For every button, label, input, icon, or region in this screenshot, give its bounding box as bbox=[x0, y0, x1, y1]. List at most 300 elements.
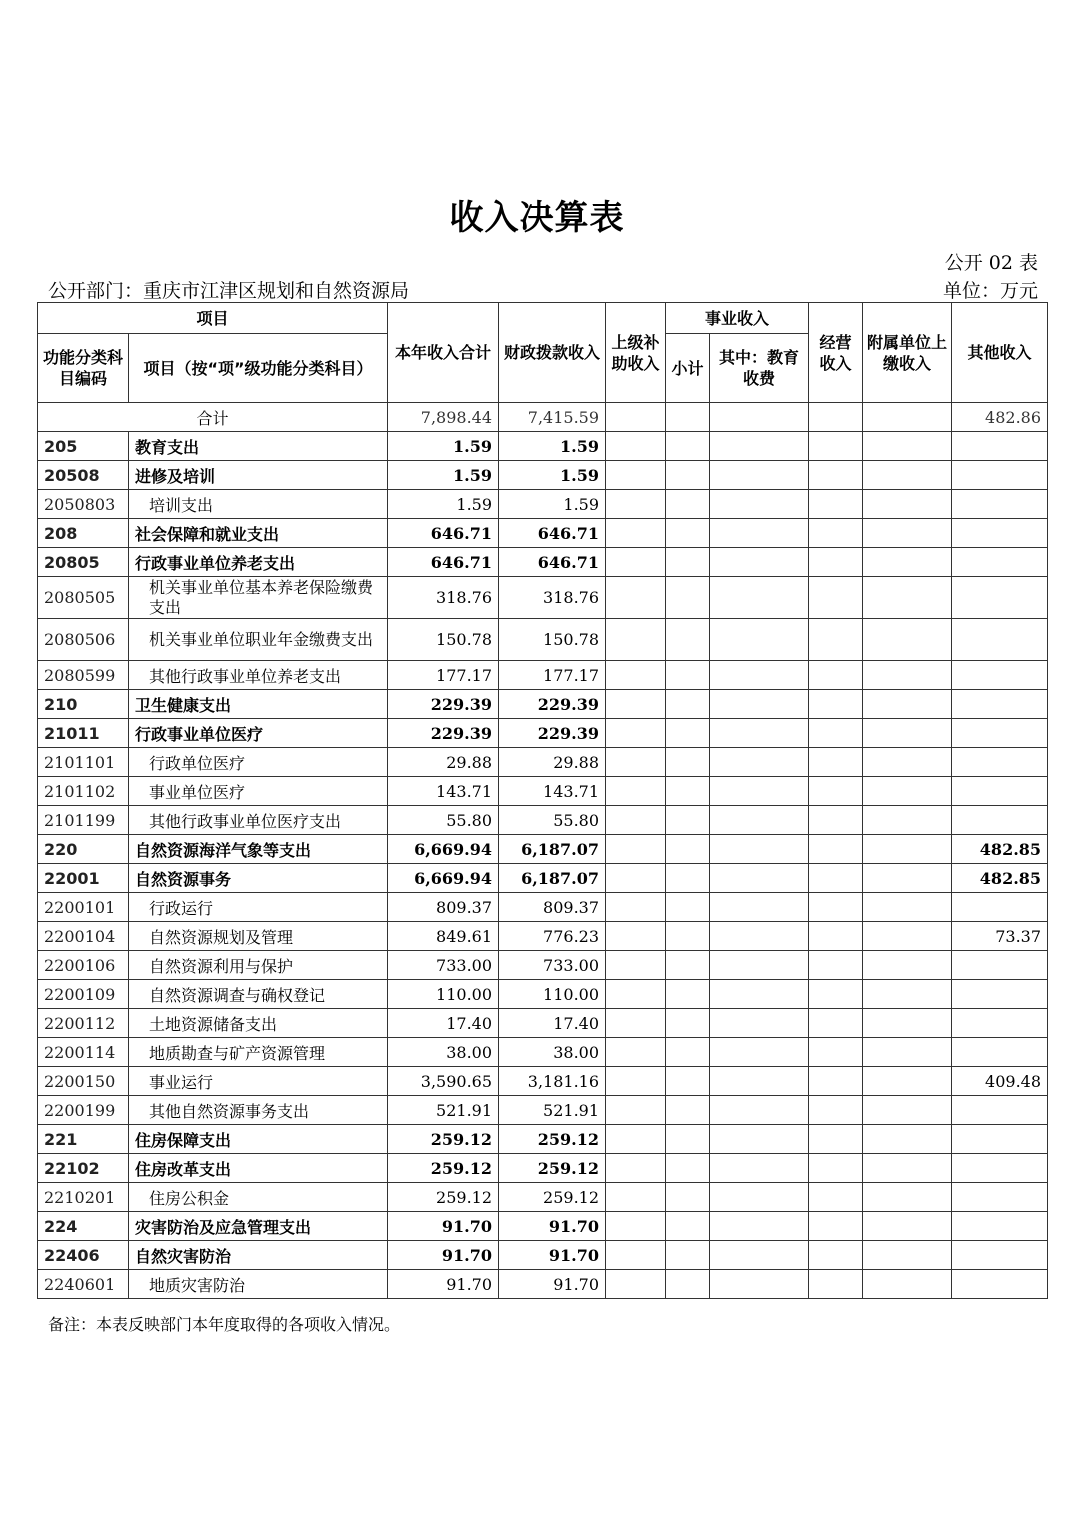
superior-cell bbox=[606, 661, 666, 690]
total-income-cell: 17.40 bbox=[388, 1009, 499, 1038]
table-row bbox=[38, 864, 1048, 893]
business-subtotal-cell bbox=[666, 1125, 710, 1154]
business-edu-cell bbox=[710, 519, 809, 548]
footnote: 备注：本表反映部门本年度取得的各项收入情况。 bbox=[48, 1315, 401, 1334]
item-name-cell: 行政运行 bbox=[129, 893, 388, 922]
other-income-cell bbox=[952, 432, 1048, 461]
business-subtotal-cell bbox=[666, 690, 710, 719]
business-subtotal-cell bbox=[666, 1270, 710, 1299]
other-income-cell: 482.85 bbox=[952, 864, 1048, 893]
table-row bbox=[38, 748, 1048, 777]
business-edu-cell bbox=[710, 1096, 809, 1125]
func-code-cell: 2200104 bbox=[38, 922, 129, 951]
business-subtotal-cell bbox=[666, 1183, 710, 1212]
operating-cell bbox=[809, 619, 863, 661]
operating-cell bbox=[809, 922, 863, 951]
superior-cell bbox=[606, 1212, 666, 1241]
other-income-cell bbox=[952, 1183, 1048, 1212]
func-code-cell: 2200106 bbox=[38, 951, 129, 980]
fiscal-cell: 1.59 bbox=[499, 490, 606, 519]
affiliated-cell bbox=[863, 748, 952, 777]
table-row bbox=[38, 490, 1048, 519]
business-edu-cell bbox=[710, 748, 809, 777]
fiscal-cell: 143.71 bbox=[499, 777, 606, 806]
unit-label: 单位：万元 bbox=[942, 280, 1038, 302]
business-subtotal-cell bbox=[666, 490, 710, 519]
header-item-name: 项目（按“项”级功能分类科目） bbox=[129, 334, 388, 403]
other-income-cell bbox=[952, 1125, 1048, 1154]
total-income-cell: 259.12 bbox=[388, 1154, 499, 1183]
operating-cell bbox=[809, 1096, 863, 1125]
table-row bbox=[38, 1038, 1048, 1067]
func-code-cell: 2101199 bbox=[38, 806, 129, 835]
total-income-cell: 38.00 bbox=[388, 1038, 499, 1067]
func-code-cell: 205 bbox=[38, 432, 129, 461]
table-row bbox=[38, 1096, 1048, 1125]
superior-cell bbox=[606, 1067, 666, 1096]
item-name-cell: 教育支出 bbox=[129, 432, 388, 461]
func-code-cell: 20805 bbox=[38, 548, 129, 577]
superior-cell bbox=[606, 1183, 666, 1212]
item-name-cell: 地质勘查与矿产资源管理 bbox=[129, 1038, 388, 1067]
item-name-cell: 培训支出 bbox=[129, 490, 388, 519]
func-code-cell: 21011 bbox=[38, 719, 129, 748]
business-subtotal-cell bbox=[666, 1067, 710, 1096]
fiscal-cell: 91.70 bbox=[499, 1270, 606, 1299]
other-income-cell bbox=[952, 951, 1048, 980]
total-income-cell: 1.59 bbox=[388, 461, 499, 490]
item-name-cell: 社会保障和就业支出 bbox=[129, 519, 388, 548]
fiscal-cell: 17.40 bbox=[499, 1009, 606, 1038]
header-superior: 上级补助收入 bbox=[606, 303, 666, 403]
func-code-cell: 2080505 bbox=[38, 577, 129, 619]
operating-cell bbox=[809, 690, 863, 719]
affiliated-cell bbox=[863, 432, 952, 461]
fiscal-cell: 91.70 bbox=[499, 1212, 606, 1241]
total-income-cell: 143.71 bbox=[388, 777, 499, 806]
business-edu-cell bbox=[710, 806, 809, 835]
affiliated-cell bbox=[863, 1096, 952, 1125]
superior-cell bbox=[606, 864, 666, 893]
operating-cell bbox=[809, 806, 863, 835]
empty-cell bbox=[606, 403, 666, 432]
table-row bbox=[38, 690, 1048, 719]
superior-cell bbox=[606, 1154, 666, 1183]
superior-cell bbox=[606, 1125, 666, 1154]
empty-cell bbox=[809, 403, 863, 432]
other-income-cell bbox=[952, 690, 1048, 719]
department-label: 公开部门：重庆市江津区规划和自然资源局 bbox=[48, 280, 410, 302]
operating-cell bbox=[809, 777, 863, 806]
other-income-cell bbox=[952, 548, 1048, 577]
table-row bbox=[38, 922, 1048, 951]
operating-cell bbox=[809, 980, 863, 1009]
superior-cell bbox=[606, 1038, 666, 1067]
table-row bbox=[38, 577, 1048, 619]
item-name-cell: 自然资源利用与保护 bbox=[129, 951, 388, 980]
fiscal-cell: 259.12 bbox=[499, 1183, 606, 1212]
fiscal-cell: 229.39 bbox=[499, 719, 606, 748]
superior-cell bbox=[606, 980, 666, 1009]
other-income-cell bbox=[952, 1270, 1048, 1299]
affiliated-cell bbox=[863, 806, 952, 835]
operating-cell bbox=[809, 1241, 863, 1270]
total-income-cell: 1.59 bbox=[388, 432, 499, 461]
other-income-cell bbox=[952, 619, 1048, 661]
item-name-cell: 事业运行 bbox=[129, 1067, 388, 1096]
header-business-subtotal: 小计 bbox=[666, 334, 710, 403]
business-edu-cell bbox=[710, 577, 809, 619]
business-edu-cell bbox=[710, 1038, 809, 1067]
total-income-cell: 646.71 bbox=[388, 548, 499, 577]
operating-cell bbox=[809, 951, 863, 980]
table-row bbox=[38, 1125, 1048, 1154]
operating-cell bbox=[809, 719, 863, 748]
fiscal-cell: 38.00 bbox=[499, 1038, 606, 1067]
operating-cell bbox=[809, 835, 863, 864]
business-subtotal-cell bbox=[666, 777, 710, 806]
total-income-cell: 646.71 bbox=[388, 519, 499, 548]
other-income-cell bbox=[952, 806, 1048, 835]
affiliated-cell bbox=[863, 864, 952, 893]
fiscal-cell: 1.59 bbox=[499, 432, 606, 461]
affiliated-cell bbox=[863, 719, 952, 748]
item-name-cell: 自然灾害防治 bbox=[129, 1241, 388, 1270]
business-subtotal-cell bbox=[666, 922, 710, 951]
affiliated-cell bbox=[863, 1270, 952, 1299]
affiliated-cell bbox=[863, 777, 952, 806]
total-income-cell: 110.00 bbox=[388, 980, 499, 1009]
func-code-cell: 208 bbox=[38, 519, 129, 548]
func-code-cell: 2080506 bbox=[38, 619, 129, 661]
other-income-cell: 73.37 bbox=[952, 922, 1048, 951]
total-income-cell: 259.12 bbox=[388, 1183, 499, 1212]
item-name-cell: 其他自然资源事务支出 bbox=[129, 1096, 388, 1125]
page-title: 收入决算表 bbox=[449, 198, 625, 238]
table-row bbox=[38, 1154, 1048, 1183]
superior-cell bbox=[606, 806, 666, 835]
func-code-cell: 220 bbox=[38, 835, 129, 864]
affiliated-cell bbox=[863, 980, 952, 1009]
total-income-cell: 849.61 bbox=[388, 922, 499, 951]
affiliated-cell bbox=[863, 1241, 952, 1270]
fiscal-cell: 229.39 bbox=[499, 690, 606, 719]
header-operating: 经营收入 bbox=[809, 303, 863, 403]
superior-cell bbox=[606, 1096, 666, 1125]
business-subtotal-cell bbox=[666, 980, 710, 1009]
operating-cell bbox=[809, 1270, 863, 1299]
business-edu-cell bbox=[710, 1241, 809, 1270]
business-subtotal-cell bbox=[666, 548, 710, 577]
total-fiscal-value: 7,415.59 bbox=[499, 403, 606, 432]
fiscal-cell: 646.71 bbox=[499, 548, 606, 577]
business-subtotal-cell bbox=[666, 577, 710, 619]
empty-cell bbox=[666, 403, 710, 432]
business-edu-cell bbox=[710, 461, 809, 490]
fiscal-cell: 1.59 bbox=[499, 461, 606, 490]
business-edu-cell bbox=[710, 432, 809, 461]
table-row bbox=[38, 835, 1048, 864]
business-edu-cell bbox=[710, 1009, 809, 1038]
operating-cell bbox=[809, 1009, 863, 1038]
item-name-cell: 自然资源规划及管理 bbox=[129, 922, 388, 951]
fiscal-cell: 150.78 bbox=[499, 619, 606, 661]
func-code-cell: 2210201 bbox=[38, 1183, 129, 1212]
item-name-cell: 行政单位医疗 bbox=[129, 748, 388, 777]
table-row bbox=[38, 980, 1048, 1009]
affiliated-cell bbox=[863, 1212, 952, 1241]
table-row bbox=[38, 1067, 1048, 1096]
other-income-cell bbox=[952, 461, 1048, 490]
table-row bbox=[38, 519, 1048, 548]
superior-cell bbox=[606, 619, 666, 661]
total-income-cell: 521.91 bbox=[388, 1096, 499, 1125]
func-code-cell: 2200199 bbox=[38, 1096, 129, 1125]
fiscal-cell: 110.00 bbox=[499, 980, 606, 1009]
superior-cell bbox=[606, 519, 666, 548]
total-income-cell: 6,669.94 bbox=[388, 835, 499, 864]
fiscal-cell: 809.37 bbox=[499, 893, 606, 922]
business-subtotal-cell bbox=[666, 1241, 710, 1270]
affiliated-cell bbox=[863, 690, 952, 719]
business-subtotal-cell bbox=[666, 893, 710, 922]
superior-cell bbox=[606, 1241, 666, 1270]
other-income-cell bbox=[952, 1096, 1048, 1125]
affiliated-cell bbox=[863, 577, 952, 619]
item-name-cell: 卫生健康支出 bbox=[129, 690, 388, 719]
superior-cell bbox=[606, 777, 666, 806]
operating-cell bbox=[809, 1125, 863, 1154]
affiliated-cell bbox=[863, 1154, 952, 1183]
item-name-cell: 住房公积金 bbox=[129, 1183, 388, 1212]
total-income-cell: 55.80 bbox=[388, 806, 499, 835]
table-row bbox=[38, 461, 1048, 490]
business-edu-cell bbox=[710, 661, 809, 690]
header-business: 事业收入 bbox=[666, 303, 809, 334]
item-name-cell: 自然资源事务 bbox=[129, 864, 388, 893]
operating-cell bbox=[809, 519, 863, 548]
business-edu-cell bbox=[710, 1183, 809, 1212]
fiscal-cell: 776.23 bbox=[499, 922, 606, 951]
item-name-cell: 灾害防治及应急管理支出 bbox=[129, 1212, 388, 1241]
func-code-cell: 22102 bbox=[38, 1154, 129, 1183]
business-edu-cell bbox=[710, 1067, 809, 1096]
item-name-cell: 其他行政事业单位医疗支出 bbox=[129, 806, 388, 835]
affiliated-cell bbox=[863, 835, 952, 864]
operating-cell bbox=[809, 661, 863, 690]
table-row bbox=[38, 719, 1048, 748]
business-subtotal-cell bbox=[666, 835, 710, 864]
fiscal-cell: 521.91 bbox=[499, 1096, 606, 1125]
fiscal-cell: 733.00 bbox=[499, 951, 606, 980]
total-income-cell: 1.59 bbox=[388, 490, 499, 519]
header-business-edu: 其中：教育收费 bbox=[710, 334, 809, 403]
operating-cell bbox=[809, 461, 863, 490]
affiliated-cell bbox=[863, 1038, 952, 1067]
header-project: 项目 bbox=[38, 303, 388, 334]
business-edu-cell bbox=[710, 951, 809, 980]
other-income-cell bbox=[952, 577, 1048, 619]
fiscal-cell: 259.12 bbox=[499, 1154, 606, 1183]
table-row bbox=[38, 1241, 1048, 1270]
superior-cell bbox=[606, 432, 666, 461]
func-code-cell: 2101102 bbox=[38, 777, 129, 806]
func-code-cell: 2050803 bbox=[38, 490, 129, 519]
total-income-cell: 3,590.65 bbox=[388, 1067, 499, 1096]
fiscal-cell: 6,187.07 bbox=[499, 835, 606, 864]
business-subtotal-cell bbox=[666, 864, 710, 893]
empty-cell bbox=[863, 403, 952, 432]
operating-cell bbox=[809, 1212, 863, 1241]
empty-cell bbox=[710, 403, 809, 432]
affiliated-cell bbox=[863, 1067, 952, 1096]
affiliated-cell bbox=[863, 951, 952, 980]
total-label: 合计 bbox=[38, 403, 388, 432]
table-row bbox=[38, 777, 1048, 806]
table-row bbox=[38, 1009, 1048, 1038]
func-code-cell: 224 bbox=[38, 1212, 129, 1241]
business-subtotal-cell bbox=[666, 806, 710, 835]
operating-cell bbox=[809, 864, 863, 893]
other-income-cell bbox=[952, 893, 1048, 922]
total-income-cell: 29.88 bbox=[388, 748, 499, 777]
func-code-cell: 2101101 bbox=[38, 748, 129, 777]
item-name-cell: 土地资源储备支出 bbox=[129, 1009, 388, 1038]
table-row bbox=[38, 1270, 1048, 1299]
header-affiliated: 附属单位上缴收入 bbox=[863, 303, 952, 403]
business-subtotal-cell bbox=[666, 432, 710, 461]
fiscal-cell: 55.80 bbox=[499, 806, 606, 835]
business-edu-cell bbox=[710, 1270, 809, 1299]
income-table bbox=[37, 302, 1048, 1299]
operating-cell bbox=[809, 490, 863, 519]
table-row bbox=[38, 548, 1048, 577]
func-code-cell: 221 bbox=[38, 1125, 129, 1154]
business-edu-cell bbox=[710, 864, 809, 893]
item-name-cell: 地质灾害防治 bbox=[129, 1270, 388, 1299]
business-edu-cell bbox=[710, 835, 809, 864]
superior-cell bbox=[606, 951, 666, 980]
operating-cell bbox=[809, 1183, 863, 1212]
table-row bbox=[38, 432, 1048, 461]
other-income-cell bbox=[952, 1212, 1048, 1241]
superior-cell bbox=[606, 461, 666, 490]
func-code-cell: 2240601 bbox=[38, 1270, 129, 1299]
superior-cell bbox=[606, 577, 666, 619]
superior-cell bbox=[606, 748, 666, 777]
header-func-code: 功能分类科目编码 bbox=[38, 334, 129, 403]
total-income-cell: 809.37 bbox=[388, 893, 499, 922]
other-income-cell: 482.85 bbox=[952, 835, 1048, 864]
operating-cell bbox=[809, 577, 863, 619]
business-subtotal-cell bbox=[666, 461, 710, 490]
business-subtotal-cell bbox=[666, 1009, 710, 1038]
other-income-cell bbox=[952, 490, 1048, 519]
superior-cell bbox=[606, 1009, 666, 1038]
affiliated-cell bbox=[863, 922, 952, 951]
item-name-cell: 事业单位医疗 bbox=[129, 777, 388, 806]
total-income-value: 7,898.44 bbox=[388, 403, 499, 432]
operating-cell bbox=[809, 893, 863, 922]
operating-cell bbox=[809, 1154, 863, 1183]
header-other: 其他收入 bbox=[952, 303, 1048, 403]
total-income-cell: 318.76 bbox=[388, 577, 499, 619]
fiscal-cell: 177.17 bbox=[499, 661, 606, 690]
business-edu-cell bbox=[710, 1154, 809, 1183]
total-income-cell: 259.12 bbox=[388, 1125, 499, 1154]
func-code-cell: 22001 bbox=[38, 864, 129, 893]
business-subtotal-cell bbox=[666, 719, 710, 748]
fiscal-cell: 646.71 bbox=[499, 519, 606, 548]
business-edu-cell bbox=[710, 490, 809, 519]
superior-cell bbox=[606, 893, 666, 922]
table-row bbox=[38, 951, 1048, 980]
item-name-cell: 自然资源海洋气象等支出 bbox=[129, 835, 388, 864]
form-number: 公开 02 表 bbox=[944, 252, 1038, 274]
business-edu-cell bbox=[710, 777, 809, 806]
operating-cell bbox=[809, 1067, 863, 1096]
business-subtotal-cell bbox=[666, 1038, 710, 1067]
business-edu-cell bbox=[710, 719, 809, 748]
other-income-cell bbox=[952, 980, 1048, 1009]
affiliated-cell bbox=[863, 893, 952, 922]
table-row bbox=[38, 806, 1048, 835]
fiscal-cell: 3,181.16 bbox=[499, 1067, 606, 1096]
item-name-cell: 住房保障支出 bbox=[129, 1125, 388, 1154]
table-row bbox=[38, 1212, 1048, 1241]
operating-cell bbox=[809, 548, 863, 577]
total-other-value: 482.86 bbox=[952, 403, 1048, 432]
other-income-cell: 409.48 bbox=[952, 1067, 1048, 1096]
total-income-cell: 91.70 bbox=[388, 1212, 499, 1241]
func-code-cell: 2200150 bbox=[38, 1067, 129, 1096]
total-income-cell: 91.70 bbox=[388, 1241, 499, 1270]
superior-cell bbox=[606, 490, 666, 519]
business-subtotal-cell bbox=[666, 1212, 710, 1241]
other-income-cell bbox=[952, 1038, 1048, 1067]
superior-cell bbox=[606, 548, 666, 577]
fiscal-cell: 259.12 bbox=[499, 1125, 606, 1154]
header-fiscal: 财政拨款收入 bbox=[499, 303, 606, 403]
func-code-cell: 2200112 bbox=[38, 1009, 129, 1038]
business-subtotal-cell bbox=[666, 1096, 710, 1125]
item-name-cell: 行政事业单位医疗 bbox=[129, 719, 388, 748]
fiscal-cell: 6,187.07 bbox=[499, 864, 606, 893]
business-subtotal-cell bbox=[666, 951, 710, 980]
business-subtotal-cell bbox=[666, 619, 710, 661]
total-income-cell: 229.39 bbox=[388, 719, 499, 748]
business-subtotal-cell bbox=[666, 1154, 710, 1183]
business-edu-cell bbox=[710, 893, 809, 922]
other-income-cell bbox=[952, 748, 1048, 777]
total-row bbox=[38, 403, 1048, 432]
affiliated-cell bbox=[863, 1183, 952, 1212]
affiliated-cell bbox=[863, 661, 952, 690]
total-income-cell: 733.00 bbox=[388, 951, 499, 980]
superior-cell bbox=[606, 1270, 666, 1299]
superior-cell bbox=[606, 719, 666, 748]
affiliated-cell bbox=[863, 1009, 952, 1038]
func-code-cell: 210 bbox=[38, 690, 129, 719]
table-row bbox=[38, 619, 1048, 661]
other-income-cell bbox=[952, 1241, 1048, 1270]
affiliated-cell bbox=[863, 461, 952, 490]
other-income-cell bbox=[952, 1154, 1048, 1183]
func-code-cell: 2200109 bbox=[38, 980, 129, 1009]
business-edu-cell bbox=[710, 922, 809, 951]
operating-cell bbox=[809, 432, 863, 461]
item-name-cell: 机关事业单位基本养老保险缴费支出 bbox=[129, 577, 388, 619]
